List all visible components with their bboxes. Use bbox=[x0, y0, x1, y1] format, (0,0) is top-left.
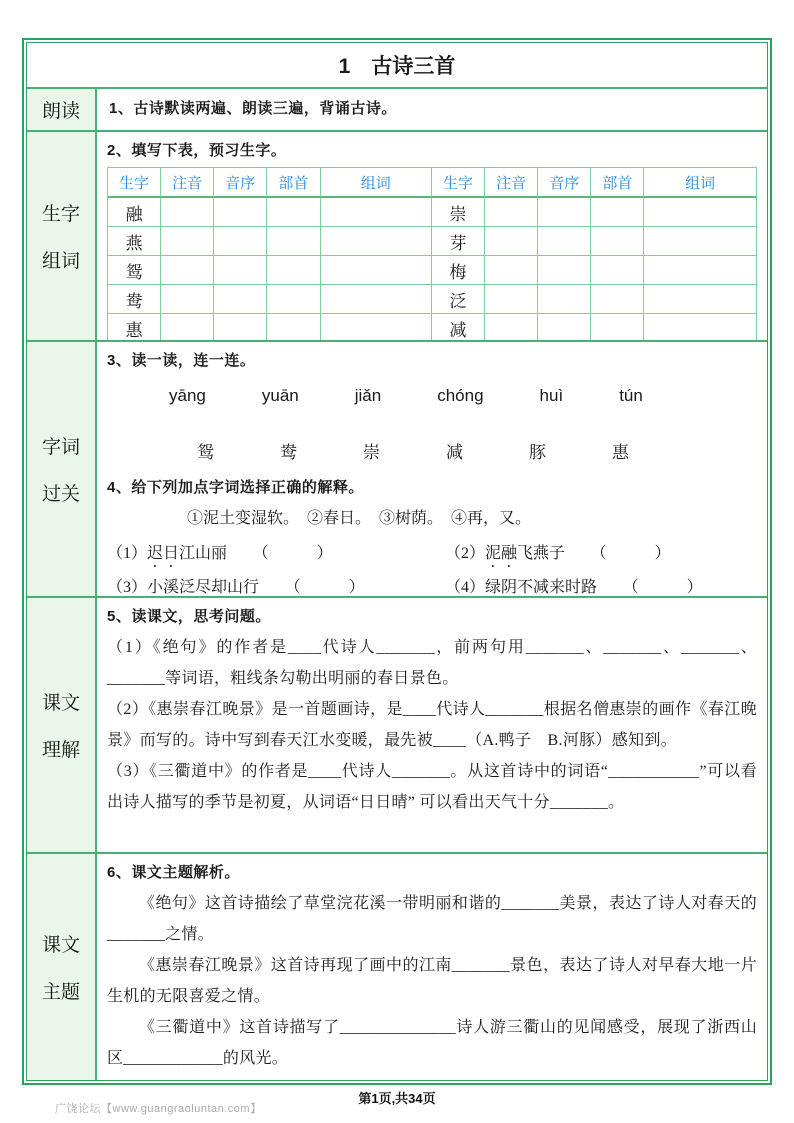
q4-item-dotted: 迟日 bbox=[147, 545, 180, 563]
section-label-theme bbox=[27, 854, 97, 1080]
table-empty-cell bbox=[214, 285, 267, 314]
section-theme bbox=[27, 854, 767, 1080]
reading-instruction: 1、古诗默读两遍、朗读三遍，背诵古诗。 bbox=[109, 100, 397, 118]
table-empty-cell bbox=[485, 285, 538, 314]
comprehension-paragraph-2: （2）《惠崇春江晚景》是一首题画诗，是____代诗人_______根据名僧惠崇的画作《春江晚景》而写的。诗中写到春天江水变暖，最先被____（A.鸭子 B.河豚）感知到。 bbox=[107, 701, 757, 750]
table-header-cell: 生字 bbox=[432, 168, 485, 198]
q4-item-2 bbox=[445, 537, 671, 571]
section-label-line: 课文 bbox=[41, 693, 80, 715]
section-label-line: 字词 bbox=[41, 437, 80, 459]
section-reading bbox=[27, 89, 767, 133]
reading-content bbox=[97, 89, 767, 131]
q4-item-text: （2） bbox=[445, 545, 486, 563]
table-character-cell: 崇 bbox=[432, 198, 485, 227]
table-empty-cell bbox=[321, 198, 432, 227]
q4-item-text: 江山丽 bbox=[179, 545, 228, 563]
q4-item-1 bbox=[107, 537, 445, 571]
section-zici bbox=[27, 342, 767, 598]
q4-item-text: （3）小溪泛尽 bbox=[107, 579, 212, 597]
section-label-line: 理解 bbox=[41, 740, 80, 762]
title-row bbox=[27, 43, 767, 89]
table-empty-cell bbox=[485, 227, 538, 256]
table-empty-cell bbox=[538, 227, 591, 256]
q4-item-text: （4）绿 bbox=[445, 579, 502, 597]
q4-item-3 bbox=[107, 571, 445, 596]
table-header-cell: 注音 bbox=[161, 168, 214, 198]
table-empty-cell bbox=[267, 314, 320, 340]
table-character-cell: 减 bbox=[432, 314, 485, 340]
q3-instruction: 3、读一读，连一连。 bbox=[107, 352, 256, 370]
pinyin-item: chóng bbox=[437, 386, 484, 406]
table-empty-cell bbox=[321, 227, 432, 256]
page-title: 1 古诗三首 bbox=[338, 54, 456, 78]
character-item: 豚 bbox=[529, 443, 546, 463]
table-empty-cell bbox=[321, 285, 432, 314]
table-header-cell: 组词 bbox=[644, 168, 755, 198]
q6-instruction: 6、课文主题解析。 bbox=[107, 863, 240, 881]
section-label-text: 朗读 bbox=[41, 100, 80, 122]
character-item: 鸯 bbox=[280, 443, 297, 463]
table-empty-cell bbox=[161, 198, 214, 227]
comprehension-content bbox=[97, 598, 767, 852]
table-character-cell: 鸳 bbox=[108, 256, 161, 285]
theme-paragraph-3: 《三衢道中》这首诗描写了______________诗人游三衢山的见闻感受，展现了浙西山区____________的风光。 bbox=[107, 1018, 757, 1067]
character-item: 减 bbox=[446, 443, 463, 463]
table-empty-cell bbox=[538, 198, 591, 227]
pinyin-row bbox=[107, 386, 757, 406]
table-empty-cell bbox=[644, 227, 755, 256]
page-number: 第1页,共34页 bbox=[358, 1091, 436, 1106]
table-character-cell: 鸯 bbox=[108, 285, 161, 314]
shengzi-instruction: 2、填写下表，预习生字。 bbox=[107, 142, 287, 160]
table-empty-cell bbox=[321, 314, 432, 340]
table-empty-cell bbox=[591, 285, 644, 314]
q4-item-4 bbox=[445, 571, 703, 596]
section-label-line: 主题 bbox=[41, 981, 80, 1003]
comprehension-paragraph-3: （3）《三衢道中》的作者是____代诗人_______。从这首诗中的词语“___________”可以看出诗人描写的季节是初夏，从词语“日日晴” 可以看出天气十分_______。 bbox=[107, 763, 757, 812]
pinyin-item: yuān bbox=[261, 386, 299, 406]
q4-item-text: 不减来时路 bbox=[517, 579, 598, 597]
section-comprehension bbox=[27, 598, 767, 854]
q5-instruction: 5、读课文，思考问题。 bbox=[107, 608, 271, 626]
table-empty-cell bbox=[644, 256, 755, 285]
shengzi-content bbox=[97, 132, 767, 340]
table-header-cell: 部首 bbox=[267, 168, 320, 198]
table-character-cell: 燕 bbox=[108, 227, 161, 256]
theme-content bbox=[97, 854, 767, 1080]
table-empty-cell bbox=[214, 256, 267, 285]
table-empty-cell bbox=[161, 285, 214, 314]
characters-row bbox=[107, 438, 757, 463]
table-empty-cell bbox=[538, 285, 591, 314]
q4-item-dotted: 却 bbox=[211, 579, 228, 597]
table-empty-cell bbox=[644, 198, 755, 227]
q4-answer-blank: （ ） bbox=[284, 579, 365, 597]
pinyin-item: huì bbox=[539, 386, 564, 406]
table-empty-cell bbox=[267, 256, 320, 285]
table-empty-cell bbox=[644, 285, 755, 314]
section-label-line: 生字 bbox=[41, 204, 80, 226]
table-empty-cell bbox=[267, 285, 320, 314]
q4-options: ①泥土变湿软。 ②春日。 ③树荫。 ④再，又。 bbox=[187, 510, 532, 528]
comprehension-paragraph-1: （1）《绝句》的作者是____代诗人_______，前两句用_______、_______、_______、_______等词语，粗线条勾勒出明丽的春日景色。 bbox=[107, 639, 757, 688]
section-shengzi bbox=[27, 132, 767, 342]
zici-content bbox=[97, 342, 767, 596]
table-empty-cell bbox=[591, 227, 644, 256]
table-empty-cell bbox=[267, 198, 320, 227]
table-empty-cell bbox=[161, 256, 214, 285]
table-empty-cell bbox=[267, 227, 320, 256]
q4-items bbox=[107, 537, 757, 596]
pinyin-item: yāng bbox=[169, 386, 206, 406]
table-character-cell: 泛 bbox=[432, 285, 485, 314]
table-empty-cell bbox=[321, 256, 432, 285]
pinyin-item: tún bbox=[619, 386, 643, 406]
section-label-zici bbox=[27, 342, 97, 596]
table-header-cell: 组词 bbox=[321, 168, 432, 198]
table-empty-cell bbox=[214, 314, 267, 340]
page-frame bbox=[22, 38, 772, 1085]
q4-answer-blank: （ ） bbox=[622, 579, 703, 597]
table-empty-cell bbox=[214, 198, 267, 227]
table-empty-cell bbox=[644, 314, 755, 340]
section-label-shengzi bbox=[27, 132, 97, 340]
section-label-line: 课文 bbox=[41, 934, 80, 956]
table-empty-cell bbox=[591, 198, 644, 227]
theme-paragraph-2: 《惠崇春江晚景》这首诗再现了画中的江南_______景色，表达了诗人对早春大地一片生机的无限喜爱之情。 bbox=[107, 956, 757, 1005]
q4-instruction: 4、给下列加点字词选择正确的解释。 bbox=[107, 479, 364, 497]
table-header-cell: 音序 bbox=[214, 168, 267, 198]
table-character-cell: 融 bbox=[108, 198, 161, 227]
character-item: 鸳 bbox=[197, 443, 214, 463]
q4-item-dotted: 泥融 bbox=[485, 545, 518, 563]
table-empty-cell bbox=[485, 256, 538, 285]
table-empty-cell bbox=[538, 256, 591, 285]
table-empty-cell bbox=[538, 314, 591, 340]
table-character-cell: 梅 bbox=[432, 256, 485, 285]
pinyin-item: jiǎn bbox=[354, 386, 382, 406]
q4-item-dotted: 阴 bbox=[501, 579, 518, 597]
table-empty-cell bbox=[161, 314, 214, 340]
table-empty-cell bbox=[485, 198, 538, 227]
shengzi-table bbox=[107, 167, 757, 340]
theme-paragraph-1: 《绝句》这首诗描绘了草堂浣花溪一带明丽和谐的_______美景，表达了诗人对春天的_______之情。 bbox=[107, 894, 757, 943]
table-header-cell: 注音 bbox=[485, 168, 538, 198]
table-empty-cell bbox=[485, 314, 538, 340]
character-item: 崇 bbox=[363, 443, 380, 463]
table-empty-cell bbox=[591, 256, 644, 285]
table-empty-cell bbox=[591, 314, 644, 340]
q4-item-text: 山行 bbox=[227, 579, 260, 597]
q4-answer-blank: （ ） bbox=[252, 545, 333, 563]
q4-item-text: （1） bbox=[107, 545, 148, 563]
character-item: 惠 bbox=[612, 443, 629, 463]
table-header-cell: 音序 bbox=[538, 168, 591, 198]
section-label-line: 组词 bbox=[41, 251, 80, 273]
table-empty-cell bbox=[161, 227, 214, 256]
q4-answer-blank: （ ） bbox=[590, 545, 671, 563]
table-empty-cell bbox=[214, 227, 267, 256]
section-label-line: 过关 bbox=[41, 484, 80, 506]
table-header-cell: 生字 bbox=[108, 168, 161, 198]
watermark: 广饶论坛【www.guangraoluntan.com】 bbox=[55, 1103, 262, 1115]
table-header-cell: 部首 bbox=[591, 168, 644, 198]
section-label-comprehension bbox=[27, 598, 97, 852]
q4-item-text: 飞燕子 bbox=[517, 545, 566, 563]
table-character-cell: 芽 bbox=[432, 227, 485, 256]
section-label-reading bbox=[27, 89, 97, 131]
table-character-cell: 惠 bbox=[108, 314, 161, 340]
